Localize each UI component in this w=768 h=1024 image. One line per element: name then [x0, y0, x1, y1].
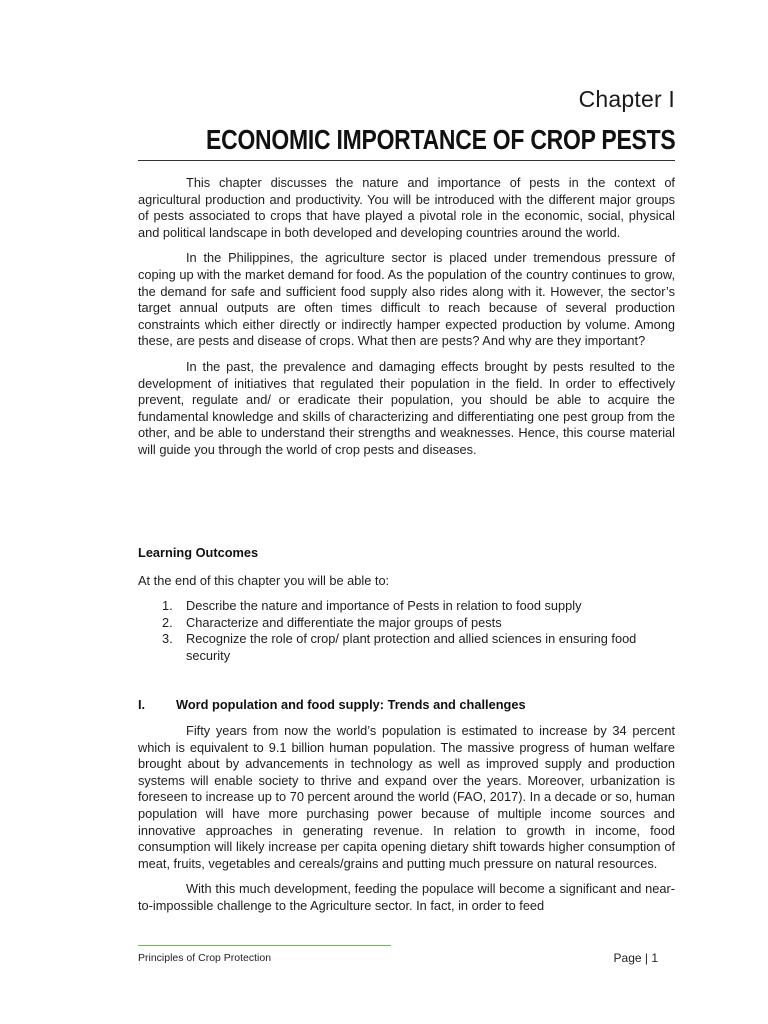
learning-outcomes-heading: Learning Outcomes — [138, 545, 259, 560]
intro-paragraph: This chapter discusses the nature and importance of pests in the context of agricultural production and productivity. You will be introduced with the different major groups of pests associated to crops that have played a pivotal role in the economic, social, physical and political landscape in both developed and developing countries around the world. — [138, 175, 675, 240]
intro-paragraph: In the Philippines, the agriculture sector is placed under tremendous pressure of coping up with the market demand for food. As the population of the country continues to grow, the demand for safe and sufficient food supply also rides along with it. However, the sector’s target annual outputs are often times difficult to reach because of several production constraints which either directly or indirectly hamper expected production by volume. Among these, are pests and disease of crops. What then are pests? And why are they important? — [138, 250, 675, 349]
list-item-text: Recognize the role of crop/ plant protection and allied sciences in ensuring food security — [186, 631, 637, 663]
section-body — [138, 723, 675, 924]
list-number: 1. — [162, 598, 173, 613]
list-item-text: Describe the nature and importance of Pests in relation to food supply — [186, 598, 582, 613]
footer-course-title: Principles of Crop Protection — [138, 952, 272, 964]
section-title: Word population and food supply: Trends and challenges — [176, 697, 526, 712]
list-item — [138, 598, 675, 615]
section-paragraph: Fifty years from now the world’s population is estimated to increase by 34 percent which is equivalent to 9.1 billion human population. The massive progress of human welfare brought about by advancements in technology as well as improved supply and production systems will enable society to thrive and expand over the years. Moreover, urbanization is foreseen to increase up to 70 percent around the world (FAO, 2017). In a decade or so, human population will have more purchasing power because of multiple income sources and innovative approaches in generating revenue. In relation to growth in income, food consumption will likely increase per capita opening dietary shift towards higher consumption of meat, fruits, vegetables and cereals/grains and putting much pressure on natural resources. — [138, 723, 675, 871]
page-number: Page | 1 — [613, 951, 658, 965]
section-heading — [138, 697, 526, 712]
chapter-label: Chapter I — [578, 86, 675, 112]
list-number: 3. — [162, 631, 173, 647]
learning-outcomes-list — [138, 598, 675, 664]
list-item — [138, 631, 675, 664]
footer-divider — [138, 945, 391, 946]
list-number: 2. — [162, 614, 173, 630]
chapter-title: ECONOMIC IMPORTANCE OF CROP PESTS — [205, 124, 675, 155]
intro-paragraph: In the past, the prevalence and damaging effects brought by pests resulted to the development of initiatives that regulated their population in the field. In order to effectively prevent, regulate and/ or eradicate their population, you should be able to acquire the fundamental knowledge and skills of characterizing and differentiating one pest group from the other, and be able to understand their strengths and weaknesses. Hence, this course material will guide you through the world of crop pests and diseases. — [138, 358, 675, 457]
section-paragraph: With this much development, feeding the populace will become a significant and near-to-impossible challenge to the Agriculture sector. In fact, in order to feed — [138, 881, 675, 913]
list-item-text: Characterize and differentiate the major groups of pests — [186, 614, 502, 630]
title-divider — [138, 160, 675, 161]
section-numeral: I. — [138, 697, 146, 712]
learning-outcomes-intro: At the end of this chapter you will be able to: — [138, 573, 390, 588]
list-item — [138, 615, 675, 632]
intro-section — [138, 175, 675, 468]
